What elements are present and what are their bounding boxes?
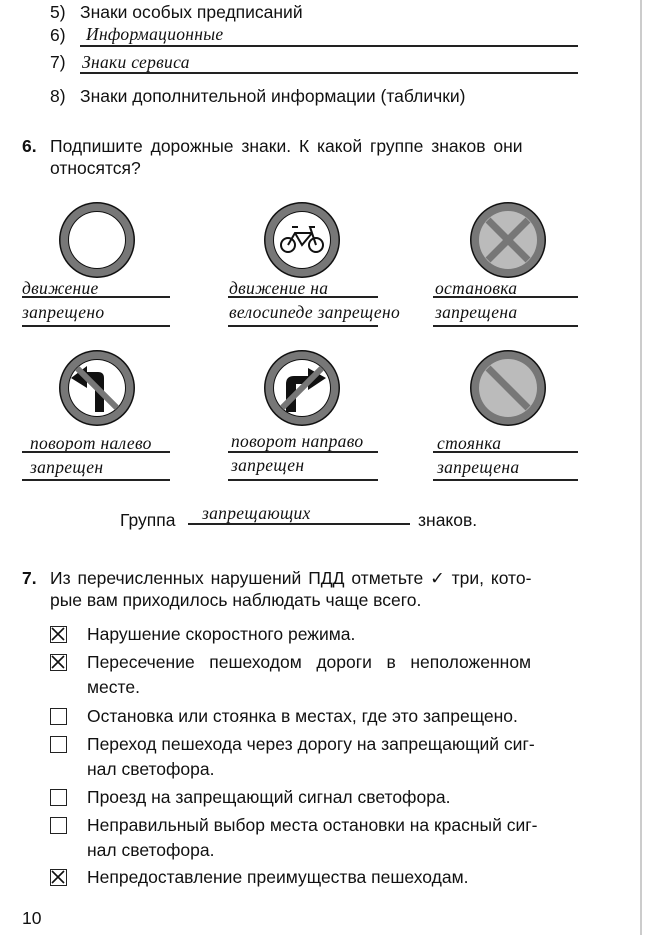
list-num: 7) [50, 52, 66, 72]
checklist-item-text: Пересечение пешеходом дороги в неположенном [87, 652, 532, 672]
checklist-item-text: Проезд на запрещающий сигнал светофора. [87, 787, 451, 807]
sign-caption: движение на [229, 278, 329, 298]
page-edge [640, 0, 642, 935]
checkbox[interactable] [50, 789, 67, 806]
answer-line [433, 296, 578, 298]
checklist-item-text: Переход пешехода через дорогу на запрещающий сиг- [87, 734, 535, 754]
no-bicycles-sign-icon [262, 200, 342, 280]
sign-caption: поворот налево [30, 433, 152, 453]
question-number: 7. [22, 568, 37, 588]
question-text: Из перечисленных нарушений ПДД отметьте ✓ три, кото- [50, 568, 532, 588]
answer-line [22, 451, 170, 453]
sign-caption: запрещен [231, 455, 305, 475]
no-stopping-sign-icon [468, 200, 548, 280]
checklist-item-text: нал светофора. [87, 840, 215, 860]
sign-caption: запрещена [435, 302, 518, 322]
sign-caption: остановка [435, 278, 518, 298]
no-parking-sign-icon [468, 348, 548, 428]
handwritten-answer: Знаки сервиса [82, 52, 190, 72]
answer-line [22, 296, 170, 298]
sign-caption: велосипеде запрещено [229, 302, 401, 322]
answer-line [22, 479, 170, 481]
checkbox[interactable] [50, 736, 67, 753]
checkbox[interactable] [50, 654, 67, 671]
list-item: Знаки дополнительной информации (таблички) [80, 86, 466, 106]
sign-caption: запрещена [437, 457, 520, 477]
answer-line [228, 451, 378, 453]
group-answer: запрещающих [202, 503, 311, 523]
answer-line [188, 523, 410, 525]
group-suffix: знаков. [418, 510, 478, 530]
checklist-item-text: Непредоставление преимущества пешеходам. [87, 867, 469, 887]
list-num: 6) [50, 25, 66, 45]
checklist-item-text: месте. [87, 677, 140, 697]
no-right-turn-sign-icon [262, 348, 342, 428]
checklist-item-text: Нарушение скоростного режима. [87, 624, 356, 644]
answer-line [22, 325, 170, 327]
question-text: относятся? [50, 158, 141, 178]
checkbox[interactable] [50, 869, 67, 886]
answer-line [433, 451, 578, 453]
answer-line [80, 45, 578, 47]
question-text: Подпишите дорожные знаки. К какой группе знаков они [50, 136, 523, 156]
sign-caption: стоянка [437, 433, 502, 453]
page-number: 10 [22, 908, 42, 928]
no-vehicles-sign-icon [57, 200, 137, 280]
question-number: 6. [22, 136, 37, 156]
checkbox[interactable] [50, 708, 67, 725]
answer-line [228, 325, 378, 327]
checklist-item-text: Неправильный выбор места остановки на красный сиг- [87, 815, 538, 835]
sign-caption: запрещен [30, 457, 104, 477]
checkbox[interactable] [50, 817, 67, 834]
list-item: Знаки особых предписаний [80, 2, 303, 22]
checkbox[interactable] [50, 626, 67, 643]
group-label: Группа [120, 510, 176, 530]
sign-caption: движение [22, 278, 99, 298]
sign-caption: поворот направо [231, 431, 364, 451]
question-text: рые вам приходилось наблюдать чаще всего. [50, 590, 422, 610]
list-num: 5) [50, 2, 66, 22]
no-left-turn-sign-icon [57, 348, 137, 428]
answer-line [228, 296, 378, 298]
cross-mark-icon [51, 655, 65, 669]
cross-mark-icon [51, 627, 65, 641]
list-num: 8) [50, 86, 66, 106]
cross-mark-icon [51, 870, 65, 884]
answer-line [228, 479, 378, 481]
checklist-item-text: Остановка или стоянка в местах, где это запрещено. [87, 706, 518, 726]
checklist-item-text: нал светофора. [87, 759, 215, 779]
answer-line [433, 479, 578, 481]
answer-line [433, 325, 578, 327]
handwritten-answer: Информационные [86, 24, 224, 44]
answer-line [80, 72, 578, 74]
sign-caption: запрещено [22, 302, 105, 322]
